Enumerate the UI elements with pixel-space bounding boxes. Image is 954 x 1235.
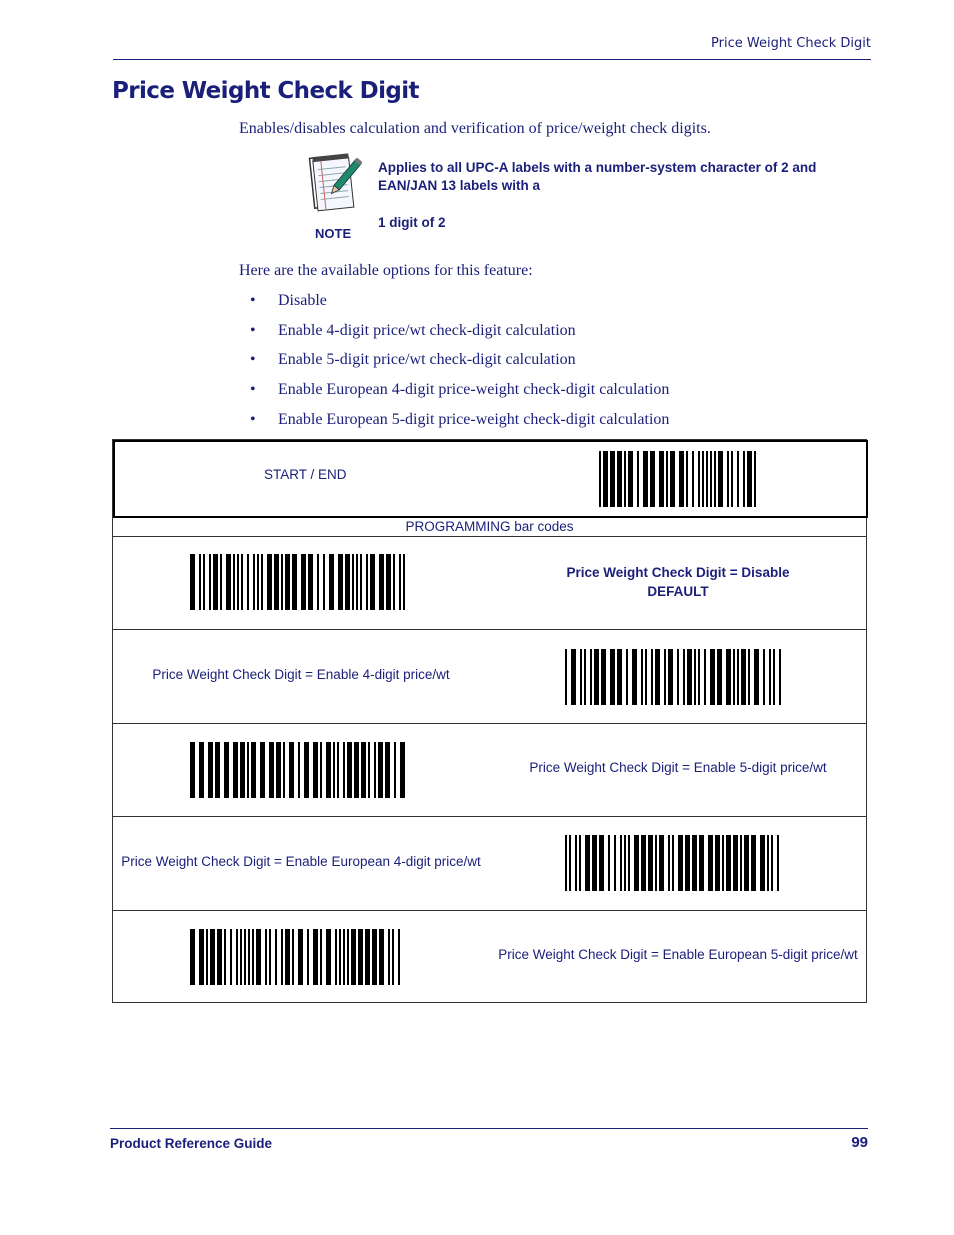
barcode-bar: [763, 649, 765, 705]
barcode-bar: [379, 554, 384, 610]
barcode-bar: [668, 649, 673, 705]
barcode-bar: [240, 929, 242, 985]
barcode-bar: [599, 451, 601, 507]
barcode-bar: [659, 451, 664, 507]
barcode-bar: [269, 929, 271, 985]
barcode-bar: [292, 929, 294, 985]
header-rule: [113, 59, 871, 60]
barcode-bar: [733, 649, 735, 705]
barcode-bar: [741, 649, 746, 705]
enable-4digit-label: Price Weight Check Digit = Enable 4-digit price/wt: [152, 667, 450, 682]
barcode-bar: [760, 835, 765, 891]
barcode-bar: [722, 835, 724, 891]
barcode-bar: [650, 451, 655, 507]
barcode-bar: [699, 835, 704, 891]
barcode-bar: [313, 742, 318, 798]
barcode-bar: [236, 929, 238, 985]
barcode-bar: [209, 554, 211, 610]
barcode-bar: [394, 742, 396, 798]
disable-label: Price Weight Check Digit = Disable DEFAULT: [518, 563, 838, 601]
barcode-bar: [610, 451, 615, 507]
barcode-bar: [614, 835, 616, 891]
barcode-bar: [354, 742, 359, 798]
barcode-bar: [668, 835, 670, 891]
page-number: 99: [851, 1134, 868, 1151]
footer-guide-title: Product Reference Guide: [110, 1136, 273, 1151]
barcode-bar: [261, 554, 263, 610]
barcode-bar: [737, 649, 739, 705]
barcode-bar: [726, 835, 731, 891]
barcode-bar: [323, 554, 325, 610]
barcode-bar: [213, 554, 218, 610]
barcode-bar: [269, 742, 274, 798]
barcode-bar: [285, 929, 290, 985]
barcode-bar: [659, 835, 664, 891]
barcode-bar: [388, 929, 390, 985]
barcode-bar: [199, 929, 204, 985]
barcode-bar: [233, 742, 238, 798]
enable-euro-5digit-label: Price Weight Check Digit = Enable European 5-digit price/wt: [498, 947, 858, 962]
barcode-bar: [347, 742, 352, 798]
barcode-bar: [594, 649, 599, 705]
barcode-bar: [637, 451, 639, 507]
barcode-bar: [655, 649, 660, 705]
barcode-bar: [771, 835, 773, 891]
table-row: [113, 629, 866, 723]
barcode-bar: [641, 649, 643, 705]
barcode-bar: [706, 451, 708, 507]
barcode-bar: [356, 554, 358, 610]
barcode-bar: [648, 835, 653, 891]
barcode-bar: [565, 649, 567, 705]
barcode-bar: [274, 554, 279, 610]
barcode-bar: [575, 835, 577, 891]
barcode-bar: [754, 451, 756, 507]
options-intro: Here are the available options for this feature:: [239, 262, 533, 279]
barcode-bar: [744, 835, 749, 891]
barcode-bar: [726, 649, 731, 705]
barcode-bar: [217, 929, 222, 985]
notepad-pen-icon: [306, 150, 362, 212]
barcode-bar: [569, 835, 571, 891]
barcode-bar: [779, 649, 781, 705]
barcode-bar: [710, 649, 715, 705]
barcode-bar: [710, 451, 712, 507]
barcode-bar: [252, 929, 254, 985]
barcode-bar: [338, 554, 343, 610]
barcode-bar: [281, 929, 283, 985]
barcode-bar: [399, 554, 401, 610]
barcode-bar: [702, 451, 704, 507]
barcode-bar: [307, 929, 309, 985]
barcode-bar: [248, 929, 250, 985]
barcode-bar: [670, 451, 675, 507]
barcode-bar: [210, 929, 215, 985]
barcode-bar: [351, 929, 356, 985]
barcode-bar: [337, 742, 339, 798]
barcode-bar: [393, 554, 395, 610]
barcode-bar: [301, 554, 306, 610]
barcode-bar: [345, 554, 350, 610]
barcode-bar: [199, 554, 201, 610]
barcode-bar: [365, 929, 370, 985]
barcode-bar: [215, 742, 220, 798]
barcode-bar: [253, 554, 255, 610]
barcode-bar: [704, 649, 706, 705]
barcode-bar: [747, 451, 752, 507]
barcode-bar: [571, 649, 576, 705]
barcode-bar: [580, 649, 582, 705]
barcode-table: [112, 439, 867, 1003]
running-header: Price Weight Check Digit: [711, 36, 871, 51]
barcode-bar: [685, 835, 690, 891]
barcode-bar: [733, 835, 738, 891]
barcode-bar: [740, 835, 742, 891]
barcode-bar: [718, 451, 723, 507]
barcode-bar: [326, 742, 331, 798]
barcode-bar: [400, 742, 405, 798]
barcode-bar: [244, 929, 246, 985]
barcode-bar: [599, 835, 604, 891]
barcode-bar: [370, 554, 375, 610]
barcode-bar: [257, 554, 259, 610]
barcode-bar: [208, 742, 213, 798]
note-text: Applies to all UPC-A labels with a number-system character of 2 and EAN/JAN 13 labels with a: [378, 160, 817, 193]
barcode-bar: [601, 649, 606, 705]
barcode-bar: [285, 554, 290, 610]
barcode-bar: [398, 929, 400, 985]
programming-label: PROGRAMMING bar codes: [405, 519, 574, 534]
barcode-bar: [304, 742, 309, 798]
barcode-bar: [233, 554, 235, 610]
barcode-bar: [617, 451, 622, 507]
barcode-bar: [206, 929, 208, 985]
barcode-bar: [617, 649, 622, 705]
barcode-bar: [360, 554, 362, 610]
barcode-bar: [632, 649, 637, 705]
list-item: • Disable: [250, 292, 327, 309]
barcode-bar: [333, 742, 335, 798]
barcode-bar: [626, 649, 628, 705]
default-badge: DEFAULT: [647, 584, 709, 599]
barcode-bar: [386, 554, 391, 610]
barcode-bar: [655, 835, 657, 891]
barcode-bar: [237, 554, 239, 610]
barcode-bar: [326, 929, 331, 985]
barcode-bar: [585, 835, 590, 891]
barcode-bar: [361, 742, 366, 798]
barcode-bar: [641, 835, 646, 891]
barcode-bar: [308, 554, 313, 610]
barcode-bar: [708, 835, 713, 891]
barcode-bar: [385, 742, 390, 798]
barcode-bar: [260, 742, 265, 798]
barcode-bar: [267, 554, 272, 610]
barcode-bar: [584, 649, 586, 705]
table-row: [113, 910, 866, 1002]
barcode-bar: [241, 554, 243, 610]
barcode-bar: [403, 554, 405, 610]
barcode-bar: [335, 929, 337, 985]
barcode-bar: [737, 451, 739, 507]
barcode-bar: [603, 451, 608, 507]
barcode-bar: [317, 554, 319, 610]
barcode-bar: [368, 742, 370, 798]
barcode-bar: [769, 649, 771, 705]
barcode-bar: [343, 742, 345, 798]
intro-paragraph: Enables/disables calculation and verification of price/weight check digits.: [239, 120, 711, 137]
start-end-barcode: [599, 451, 763, 507]
barcode-bar: [590, 649, 592, 705]
barcode-bar: [715, 835, 720, 891]
barcode-bar: [339, 929, 341, 985]
barcode-bar: [224, 742, 229, 798]
list-item: • Enable 5-digit price/wt check-digit calculation: [250, 351, 576, 369]
barcode-bar: [379, 929, 384, 985]
barcode-bar: [256, 929, 261, 985]
barcode-bar: [727, 451, 729, 507]
barcode-bar: [679, 451, 684, 507]
barcode-bar: [292, 554, 297, 610]
barcode-bar: [643, 451, 648, 507]
barcode-bar: [220, 554, 222, 610]
barcode-bar: [692, 835, 697, 891]
barcode-bar: [672, 835, 674, 891]
barcode-bar: [190, 742, 195, 798]
barcode-bar: [692, 451, 694, 507]
barcode-bar: [645, 649, 647, 705]
barcode-bar: [666, 451, 668, 507]
barcode-bar: [773, 649, 775, 705]
barcode-bar: [624, 451, 626, 507]
barcode-bar: [199, 742, 204, 798]
table-row: [113, 816, 866, 910]
barcode-bar: [628, 451, 633, 507]
footer-rule: [110, 1128, 868, 1129]
enable-4digit-barcode: [565, 649, 783, 705]
barcode-bar: [683, 649, 685, 705]
barcode-bar: [247, 742, 249, 798]
barcode-bar: [610, 649, 615, 705]
enable-5digit-barcode: [190, 742, 408, 798]
barcode-bar: [624, 835, 626, 891]
barcode-bar: [687, 649, 692, 705]
barcode-bar: [366, 554, 368, 610]
barcode-bar: [251, 742, 256, 798]
barcode-bar: [664, 649, 666, 705]
barcode-bar: [751, 835, 756, 891]
barcode-bar: [313, 929, 318, 985]
options-list: [250, 291, 669, 439]
barcode-bar: [224, 929, 226, 985]
barcode-bar: [777, 835, 779, 891]
barcode-bar: [620, 835, 622, 891]
table-row: [113, 723, 866, 816]
page-title: Price Weight Check Digit: [112, 78, 419, 104]
barcode-bar: [748, 649, 750, 705]
barcode-bar: [265, 929, 267, 985]
barcode-bar: [378, 742, 383, 798]
barcode-bar: [374, 742, 376, 798]
list-item: • Enable European 5-digit price-weight check-digit calculation: [250, 410, 670, 428]
barcode-bar: [579, 835, 581, 891]
barcode-bar: [283, 742, 285, 798]
barcode-bar: [230, 929, 232, 985]
barcode-bar: [247, 554, 249, 610]
barcode-bar: [717, 649, 722, 705]
enable-euro-4digit-label: Price Weight Check Digit = Enable European 4-digit price/wt: [121, 854, 481, 869]
barcode-bar: [608, 835, 610, 891]
barcode-bar: [714, 451, 716, 507]
barcode-bar: [352, 554, 354, 610]
barcode-bar: [281, 554, 283, 610]
barcode-bar: [392, 929, 394, 985]
list-item: • Enable European 4-digit price-weight check-digit calculation: [250, 381, 670, 399]
barcode-bar: [240, 742, 245, 798]
barcode-bar: [743, 451, 745, 507]
barcode-bar: [358, 929, 363, 985]
barcode-bar: [226, 554, 231, 610]
barcode-bar: [347, 929, 349, 985]
barcode-bar: [190, 554, 195, 610]
enable-euro-5digit-barcode: [190, 929, 408, 985]
barcode-bar: [651, 649, 653, 705]
barcode-bar: [565, 835, 567, 891]
note-label: NOTE: [315, 226, 352, 241]
barcode-bar: [320, 929, 322, 985]
barcode-bar: [298, 929, 303, 985]
barcode-bar: [343, 929, 345, 985]
disable-barcode: [190, 554, 408, 610]
barcode-bar: [686, 451, 688, 507]
start-end-row: [113, 440, 868, 518]
barcode-bar: [298, 742, 300, 798]
barcode-bar: [678, 835, 683, 891]
note-text-continuation: 1 digit of 2: [378, 215, 446, 230]
barcode-bar: [677, 649, 679, 705]
barcode-bar: [698, 649, 700, 705]
start-end-label: START / END: [264, 467, 347, 482]
barcode-bar: [634, 835, 639, 891]
barcode-bar: [628, 835, 630, 891]
barcode-bar: [276, 742, 281, 798]
barcode-bar: [203, 554, 205, 610]
barcode-bar: [698, 451, 700, 507]
enable-5digit-label: Price Weight Check Digit = Enable 5-digit price/wt: [529, 760, 827, 775]
barcode-bar: [592, 835, 597, 891]
barcode-bar: [767, 835, 769, 891]
enable-euro-4digit-barcode: [565, 835, 783, 891]
barcode-bar: [320, 742, 322, 798]
barcode-bar: [289, 742, 294, 798]
barcode-bar: [275, 929, 277, 985]
barcode-bar: [694, 649, 696, 705]
barcode-bar: [754, 649, 759, 705]
table-row: [113, 536, 866, 629]
barcode-bar: [329, 554, 334, 610]
barcode-bar: [190, 929, 195, 985]
list-item: • Enable 4-digit price/wt check-digit calculation: [250, 321, 576, 339]
barcode-bar: [372, 929, 377, 985]
barcode-bar: [731, 451, 733, 507]
